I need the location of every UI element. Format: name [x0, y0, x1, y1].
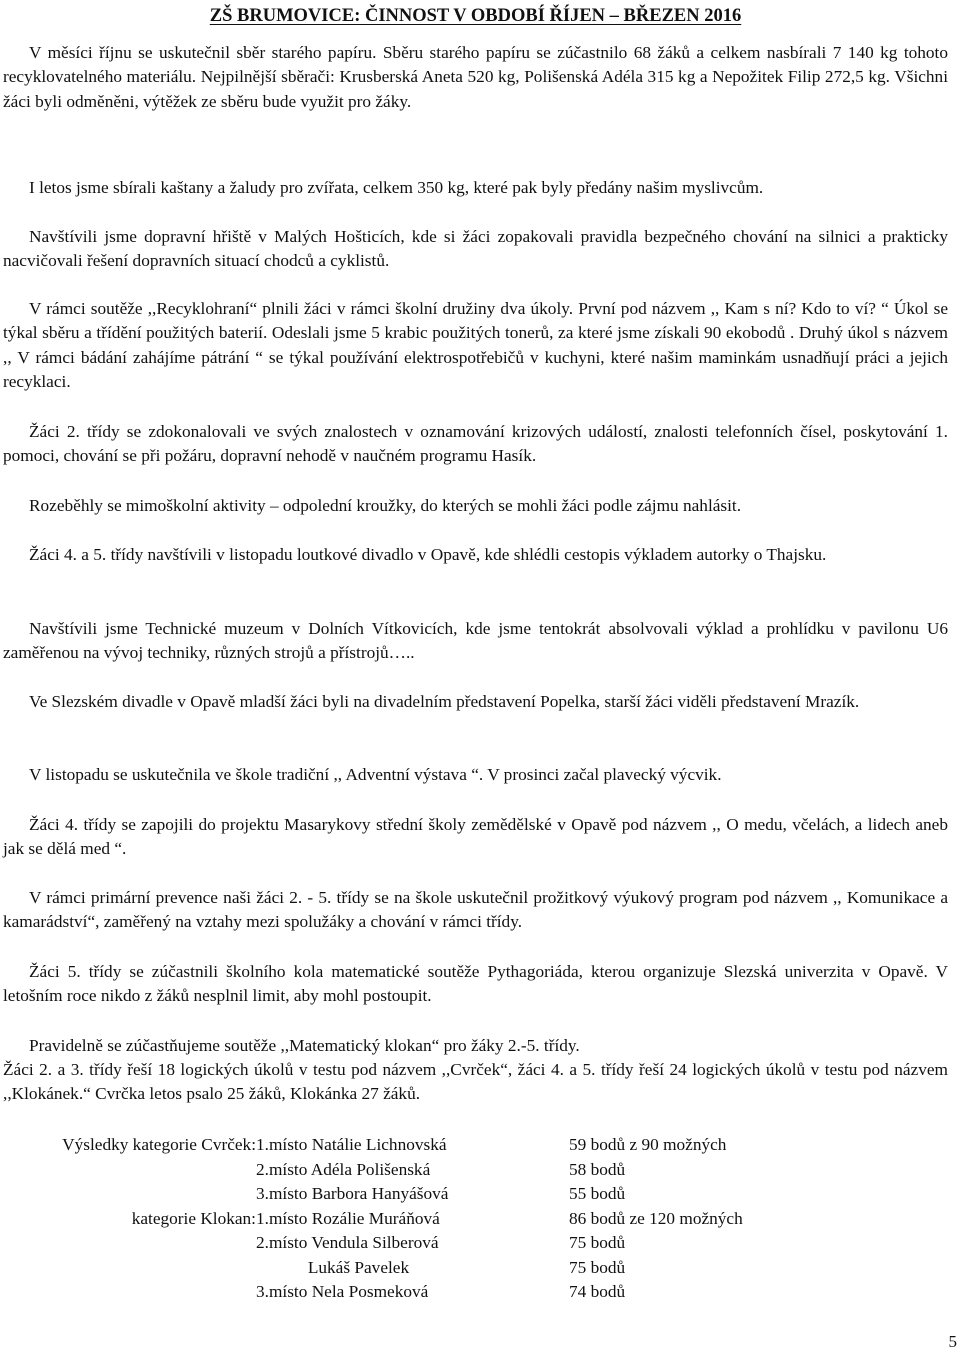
result-place: 2.místo Adéla Polišenská — [256, 1159, 431, 1179]
result-place: 1.místo Rozálie Muráňová — [256, 1208, 440, 1228]
result-row — [3, 1133, 948, 1157]
paragraph-pythagoriada: Žáci 5. třídy se zúčastnili školního kola matematické soutěže Pythagoriáda, kterou organizuje Slezská univerzita v Opavě. V letošním roce nikdo z žáků nesplnil limit, aby mohl postoupit. — [3, 962, 948, 1006]
result-row — [3, 1280, 948, 1304]
result-place: 3.místo Barbora Hanyášová — [256, 1184, 449, 1203]
result-row — [3, 1231, 948, 1255]
result-points: 58 bodů — [569, 1159, 626, 1179]
paragraph-paper-collection: V měsíci říjnu se uskutečnil sběr starého papíru. Sběru starého papíru se zúčastnilo 68 žáků a celkem nasbírali 7 140 kg tohoto recyklovatelného materiálu. Nejpilnější sběrači: Krusberská Aneta 520 kg, Polišenská Adéla 315 kg a Nepožitek Filip 272,5 kg. Všichni žáci byli odměněni, výtěžek ze sběru bude využit pro žáky. — [3, 43, 948, 111]
paragraph-honey-project: Žáci 4. třídy se zapojili do projektu Masarykovy střední školy zemědělské v Opavě pod názvem ,, O medu, včelách, a lidech aneb jak se dělá med “. — [3, 815, 948, 859]
result-row — [3, 1158, 948, 1182]
result-place: 1.místo Natálie Lichnovská — [256, 1135, 447, 1154]
paragraph-traffic-playground: Navštívili jsme dopravní hřiště v Malých Hošticích, kde si žáci zopakovali pravidla bezpečného chování na silnici a prakticky nacvičovali řešení dopravních situací chodců a cyklistů. — [3, 227, 948, 271]
result-points: 74 bodů — [569, 1282, 626, 1301]
page-number: 5 — [948, 1332, 957, 1351]
result-place: Lukáš Pavelek — [256, 1257, 410, 1277]
paragraph-hasik: Žáci 2. třídy se zdokonalovali ve svých znalostech v oznamování krizových událostí, znalosti telefonních čísel, poskytování 1. pomoci, chování se při požáru, dopravní nehodě v naučném programu Hasík. — [3, 422, 948, 466]
result-points: 59 bodů z 90 možných — [569, 1135, 727, 1154]
paragraph-advent-exhibition: V listopadu se uskutečnila ve škole tradiční ,, Adventní výstava “. V prosinci začal plavecký výcvik. — [29, 765, 722, 784]
result-points: 75 bodů — [569, 1233, 626, 1252]
result-row — [3, 1182, 948, 1206]
result-place: 3.místo Nela Posmeková — [256, 1282, 429, 1301]
result-points: 86 bodů ze 120 možných — [569, 1208, 743, 1228]
paragraph-recyklohrani: V rámci soutěže ,,Recyklohraní“ plnili žáci v rámci školní družiny dva úkoly. První pod názvem ,, Kam s ní? Kdo to ví? “ Úkol se týkal sběru a třídění použitých baterií. Odeslali jsme 5 krabic použitých tonerů, za které jsme získali 90 ekobodů . Druhý úkol s názvem ,, V rámci bádání zahájíme pátrání “ se týkal používání elektrospotřebičů v kuchyni, které našim maminkám usnadňují práci a jejich recyklaci. — [3, 299, 948, 391]
result-place: 2.místo Vendula Silberová — [256, 1233, 439, 1252]
paragraph-silesian-theatre: Ve Slezském divadle v Opavě mladší žáci byli na divadelním představení Popelka, starší žáci viděli představení Mrazík. — [29, 692, 860, 711]
paragraph-clubs: Rozeběhly se mimoškolní aktivity – odpolední kroužky, do kterých se mohli žáci podle zájmu nahlásit. — [29, 496, 742, 515]
paragraph-klokan-details: Žáci 2. a 3. třídy řeší 18 logických úkolů v testu pod názvem ,,Cvrček“, žáci 4. a 5. třídy řeší 24 logických úkolů v testu pod názvem ,,Klokánek.“ Cvrčka letos psalo 25 žáků, Klokánka 27 žáků. — [3, 1060, 948, 1104]
paragraph-klokan-intro: Pravidelně se zúčastňujeme soutěže ,,Matematický klokan“ pro žáky 2.-5. třídy. — [29, 1036, 580, 1055]
result-row — [3, 1256, 948, 1280]
page-title: ZŠ BRUMOVICE: ČINNOST V OBDOBÍ ŘÍJEN – BŘEZEN 2016 — [209, 6, 742, 26]
paragraph-chestnuts: I letos jsme sbírali kaštany a žaludy pro zvířata, celkem 350 kg, které pak byly předány našim myslivcům. — [29, 178, 764, 197]
paragraph-prevention-program: V rámci primární prevence naši žáci 2. - 5. třídy se na škole uskutečnil prožitkový výukový program pod názvem ,, Komunikace a kamarádství“, zaměřený na vztahy mezi spolužáky a chování v rámci třídy. — [3, 888, 948, 932]
result-category: kategorie Klokan: — [131, 1208, 256, 1228]
result-points: 55 bodů — [569, 1184, 626, 1203]
paragraph-puppet-theatre: Žáci 4. a 5. třídy navštívili v listopadu loutkové divadlo v Opavě, kde shlédli cestopis výkladem autorky o Thajsku. — [29, 545, 827, 564]
result-category: Výsledky kategorie Cvrček: — [62, 1135, 256, 1154]
result-points: 75 bodů — [569, 1257, 626, 1277]
result-row — [3, 1207, 948, 1231]
paragraph-technical-museum: Navštívili jsme Technické muzeum v Dolních Vítkovicích, kde jsme tentokrát absolvovali výklad a prohlídku v pavilonu U6 zaměřenou na vývoj techniky, různých strojů a přístrojů….. — [3, 619, 948, 663]
